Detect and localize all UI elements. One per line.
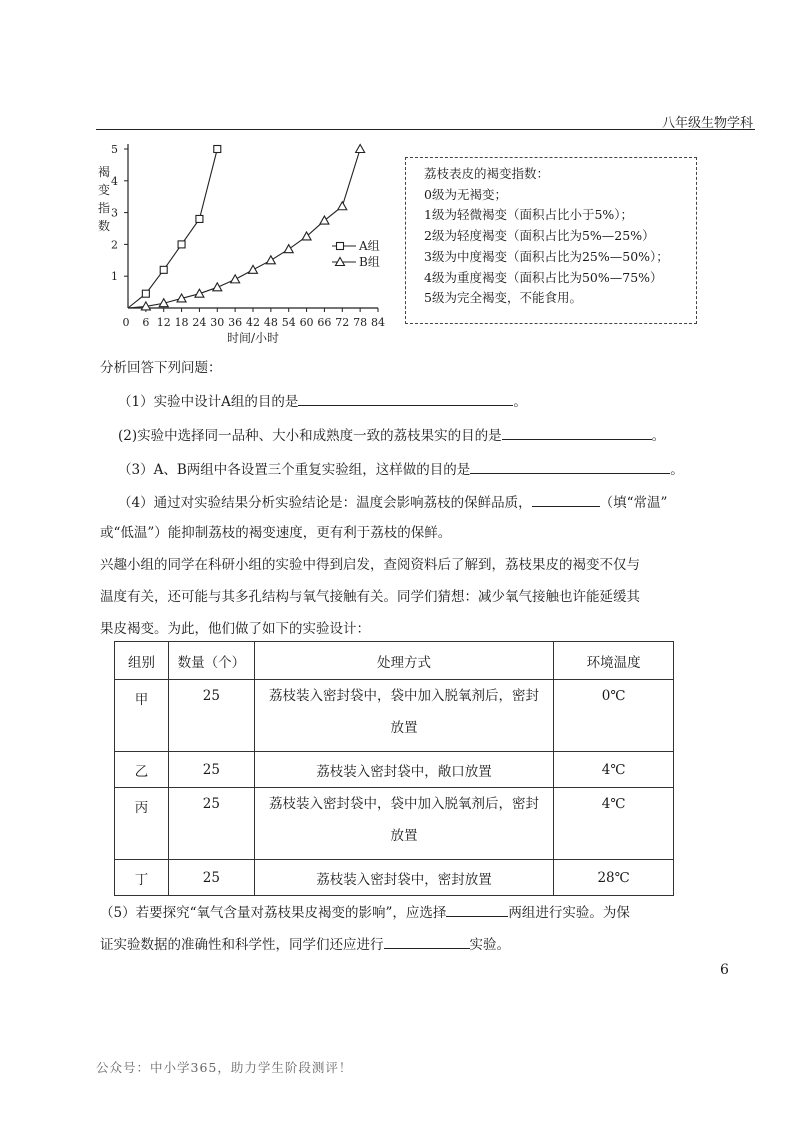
table-row bbox=[115, 788, 674, 860]
question-5 bbox=[100, 901, 630, 921]
paragraph-line-3: 果皮褐变。为此，他们做了如下的实验设计： bbox=[100, 621, 370, 637]
cell-method bbox=[254, 788, 553, 860]
question-4-hint: （填“常温” bbox=[599, 495, 668, 511]
data-point-square bbox=[337, 243, 344, 250]
x-tick-label: 36 bbox=[228, 316, 243, 329]
x-tick-label: 48 bbox=[263, 316, 278, 329]
answer-blank-2[interactable] bbox=[502, 428, 652, 440]
x-tick-label: 84 bbox=[371, 316, 385, 329]
data-point-triangle bbox=[266, 256, 275, 264]
data-point-square bbox=[178, 241, 185, 248]
header-rule bbox=[96, 129, 755, 130]
table-row bbox=[115, 752, 674, 788]
method-line-1: 荔枝装入密封袋中，袋中加入脱氧剂后，密封 bbox=[268, 796, 539, 812]
method-line-2: 放置 bbox=[390, 828, 418, 844]
header-count: 数量（个） bbox=[168, 642, 254, 680]
series-line-b bbox=[128, 149, 360, 308]
answer-blank-5[interactable] bbox=[446, 905, 508, 917]
header-method: 处理方式 bbox=[254, 642, 553, 680]
x-tick-label: 54 bbox=[281, 316, 296, 329]
answer-blank-4[interactable] bbox=[532, 495, 600, 507]
question-4 bbox=[118, 491, 667, 511]
question-2-text: (2)实验中选择同一品种、大小和成熟度一致的荔枝果实的目的是 bbox=[118, 428, 502, 444]
cell-method bbox=[254, 680, 553, 752]
chart-legend bbox=[332, 239, 380, 269]
question-5-end: 实验。 bbox=[469, 937, 510, 953]
question-5-line-2-text: 证实验数据的准确性和科学性，同学们还应进行 bbox=[100, 937, 384, 953]
data-point-triangle bbox=[320, 216, 329, 224]
question-3-end: 。 bbox=[670, 462, 684, 478]
x-tick-label: 12 bbox=[156, 316, 171, 329]
index-level-3: 3级为中度褐变（面积占比为25%—50%）； bbox=[424, 248, 669, 264]
cell-count: 25 bbox=[168, 680, 254, 752]
data-point-triangle bbox=[249, 265, 258, 273]
x-tick-label: 66 bbox=[317, 316, 332, 329]
data-point-square bbox=[160, 266, 167, 273]
y-tick-label: 1 bbox=[111, 270, 118, 284]
index-level-1: 1级为轻微褐变（面积占比小于5%）； bbox=[424, 207, 634, 223]
cell-method: 荔枝装入密封袋中，密封放置 bbox=[254, 860, 553, 896]
answer-blank-1[interactable] bbox=[298, 394, 513, 406]
index-level-4: 4级为重度褐变（面积占比为50%—75%） bbox=[424, 269, 663, 285]
cell-temp: 28℃ bbox=[554, 860, 674, 896]
x-axis-label: 时间/小时 bbox=[226, 331, 280, 345]
index-level-0: 0级为无褐变； bbox=[424, 186, 507, 202]
question-4-line-2: 或“低温”）能抑制荔枝的褐变速度，更有利于荔枝的保鲜。 bbox=[100, 525, 452, 541]
questions-intro: 分析回答下列问题： bbox=[100, 360, 222, 376]
browning-index-box bbox=[405, 157, 697, 324]
cell-temp: 0℃ bbox=[554, 680, 674, 752]
question-1-end: 。 bbox=[513, 394, 527, 410]
data-point-triangle bbox=[195, 289, 204, 297]
cell-group: 丙 bbox=[115, 788, 169, 860]
cell-group: 甲 bbox=[115, 680, 169, 752]
cell-group: 乙 bbox=[115, 752, 169, 788]
x-tick-label: 24 bbox=[192, 316, 207, 329]
cell-temp: 4℃ bbox=[554, 752, 674, 788]
x-tick-label: 0 bbox=[122, 316, 130, 329]
question-1 bbox=[118, 390, 527, 410]
series-line-a bbox=[128, 149, 217, 308]
footer-note: 公众号：中小学365，助力学生阶段测评！ bbox=[96, 1060, 353, 1075]
header-subject: 八年级生物学科 bbox=[661, 116, 753, 131]
header-temp: 环境温度 bbox=[554, 642, 674, 680]
index-box-title: 荔枝表皮的褐变指数： bbox=[424, 166, 550, 181]
question-1-text: （1）实验中设计A组的目的是 bbox=[118, 394, 299, 410]
method-line-1: 荔枝装入密封袋中，袋中加入脱氧剂后，密封 bbox=[268, 688, 539, 704]
table-row bbox=[115, 860, 674, 896]
table-header-row bbox=[115, 642, 674, 680]
cell-temp: 4℃ bbox=[554, 788, 674, 860]
data-point-triangle bbox=[213, 283, 222, 291]
x-tick-label: 42 bbox=[246, 316, 260, 329]
y-tick-label: 5 bbox=[111, 143, 118, 156]
legend-label: A组 bbox=[359, 239, 380, 253]
cell-count: 25 bbox=[168, 752, 254, 788]
page-number: 6 bbox=[720, 962, 729, 978]
x-tick-label: 6 bbox=[142, 316, 150, 329]
cell-count: 25 bbox=[168, 860, 254, 896]
table-row bbox=[115, 680, 674, 752]
cell-method: 荔枝装入密封袋中，敞口放置 bbox=[254, 752, 553, 788]
question-4-text: （4）通过对实验结果分析实验结论是：温度会影响荔枝的保鲜品质， bbox=[118, 495, 532, 511]
data-point-triangle bbox=[338, 202, 347, 210]
paragraph-line-2: 温度有关，还可能与其多孔结构与氧气接触有关。同学们猜想：减少氧气接触也许能延缓其 bbox=[100, 589, 640, 605]
x-tick-label: 18 bbox=[174, 316, 189, 329]
question-3-text: （3）A、B两组中各设置三个重复实验组，这样做的目的是 bbox=[118, 462, 471, 478]
question-5-mid: 两组进行实验。为保 bbox=[508, 905, 630, 921]
data-point-triangle bbox=[231, 275, 240, 283]
chart-ticks bbox=[111, 143, 385, 329]
data-point-triangle bbox=[284, 245, 293, 253]
data-point-square bbox=[214, 146, 221, 153]
browning-line-chart bbox=[92, 136, 392, 348]
question-2 bbox=[118, 424, 665, 444]
data-point-square bbox=[142, 290, 149, 297]
answer-blank-6[interactable] bbox=[384, 937, 470, 949]
header-group: 组别 bbox=[115, 642, 169, 680]
answer-blank-3[interactable] bbox=[470, 462, 670, 474]
x-tick-label: 30 bbox=[210, 316, 225, 329]
legend-label: B组 bbox=[359, 255, 380, 269]
question-5-line-2 bbox=[100, 933, 510, 953]
y-tick-label: 3 bbox=[111, 206, 118, 220]
question-5-text: （5）若要探究“氧气含量对荔枝果皮褐变的影响”，应选择 bbox=[100, 905, 447, 921]
question-3 bbox=[118, 458, 684, 478]
x-tick-label: 78 bbox=[353, 316, 368, 329]
data-point-square bbox=[196, 215, 203, 222]
index-level-5: 5级为完全褐变，不能食用。 bbox=[424, 290, 582, 306]
method-line-2: 放置 bbox=[390, 720, 418, 736]
index-level-2: 2级为轻度褐变（面积占比为5%—25%） bbox=[424, 228, 655, 244]
x-tick-label: 72 bbox=[335, 316, 350, 329]
x-tick-label: 60 bbox=[299, 316, 314, 329]
question-2-end: 。 bbox=[651, 428, 666, 444]
paragraph-line-1: 兴趣小组的同学在科研小组的实验中得到启发，查阅资料后了解到，荔枝果皮的褐变不仅与 bbox=[100, 557, 640, 573]
cell-count: 25 bbox=[168, 788, 254, 860]
y-tick-label: 2 bbox=[111, 238, 118, 252]
data-point-triangle bbox=[356, 145, 365, 153]
cell-group: 丁 bbox=[115, 860, 169, 896]
experiment-table bbox=[114, 641, 674, 896]
y-tick-label: 4 bbox=[111, 174, 118, 188]
chart-series bbox=[128, 145, 365, 310]
y-axis-label: 褐变指数 bbox=[97, 165, 111, 233]
